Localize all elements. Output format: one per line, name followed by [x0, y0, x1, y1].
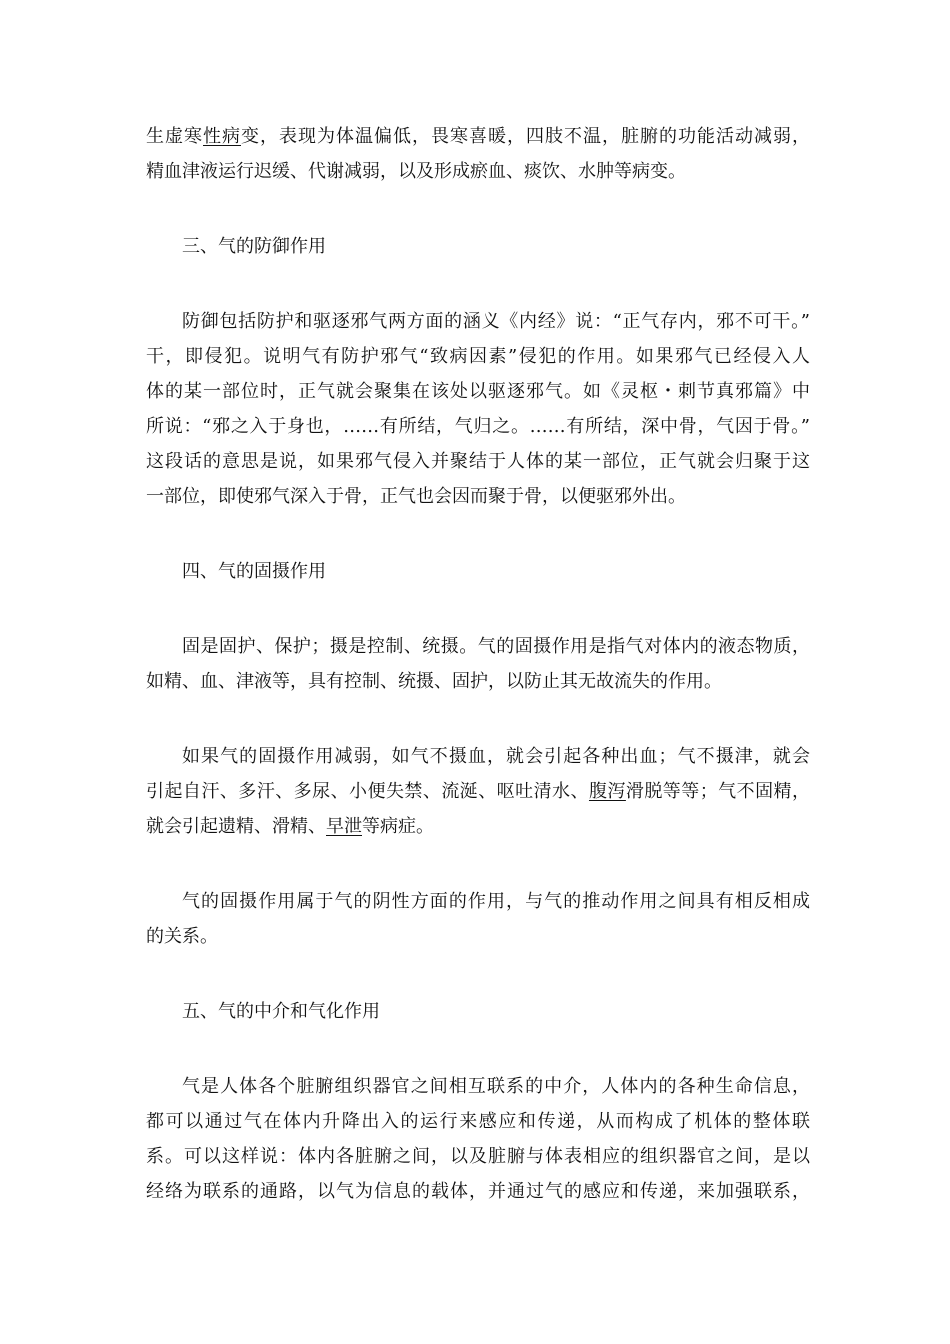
text-line: 系。可以这样说：体内各脏腑之间，以及脏腑与体表相应的组织器官之间，是以: [146, 1146, 810, 1167]
text-line: [146, 815, 434, 839]
text-run: 变，表现为体温偏低，畏寒喜暖，四肢不温，脏腑的功能活动减弱，: [241, 126, 810, 147]
section-heading: 五、气的中介和气化作用: [182, 1001, 380, 1022]
text-line: 固是固护、保护；摄是控制、统摄。气的固摄作用是指气对体内的液态物质，: [182, 636, 810, 657]
text-line: 经络为联系的通路，以气为信息的载体，并通过气的感应和传递，来加强联系，: [146, 1181, 810, 1202]
section-heading: 四、气的固摄作用: [182, 561, 326, 582]
text-line: 一部位，即使邪气深入于骨，正气也会因而聚于骨，以便驱邪外出。: [146, 486, 686, 507]
underlined-term: 性病: [203, 126, 241, 147]
text-line: 这段话的意思是说，如果邪气侵入并聚结于人体的某一部位，正气就会归聚于这: [146, 451, 810, 472]
text-run: 就会引起遗精、滑精、: [146, 816, 326, 837]
text-line: 气的固摄作用属于气的阴性方面的作用，与气的推动作用之间具有相反相成: [182, 891, 810, 912]
section-heading: 三、气的防御作用: [182, 236, 326, 257]
text-line: 都可以通过气在体内升降出入的运行来感应和传递，从而构成了机体的整体联: [146, 1111, 810, 1132]
text-line: [146, 160, 686, 184]
text-line: [146, 125, 810, 149]
text-run: 精血津液运行迟缓、代谢减弱，以及形成瘀血、痰饮、水肿等病变。: [146, 161, 686, 182]
text-run: 生虚寒: [146, 126, 203, 147]
text-line: 所说：“邪之入于身也，……有所结，气归之。……有所结，深中骨，气因于骨。”: [146, 416, 810, 437]
text-line: 气是人体各个脏腑组织器官之间相互联系的中介，人体内的各种生命信息，: [182, 1076, 810, 1097]
text-line: 如精、血、津液等，具有控制、统摄、固护，以防止其无故流失的作用。: [146, 671, 722, 692]
text-line: 防御包括防护和驱逐邪气两方面的涵义《内经》说：“正气存内，邪不可干。”: [182, 311, 810, 332]
text-run: 滑脱等等；气不固精，: [625, 781, 811, 802]
text-line: [146, 780, 810, 804]
text-run: 等病症。: [362, 816, 434, 837]
text-run: 引起自汗、多汗、多尿、小便失禁、流涎、呕吐清水、: [146, 781, 589, 802]
text-line: 体的某一部位时，正气就会聚集在该处以驱逐邪气。如《灵枢・刺节真邪篇》中: [146, 381, 810, 402]
text-line: 的关系。: [146, 926, 218, 947]
text-line: 如果气的固摄作用减弱，如气不摄血，就会引起各种出血；气不摄津，就会: [182, 746, 810, 767]
underlined-term: 腹泻: [588, 781, 626, 802]
text-line: 干，即侵犯。说明气有防护邪气“致病因素”侵犯的作用。如果邪气已经侵入人: [146, 346, 810, 367]
underlined-term: 早泄: [326, 816, 362, 837]
